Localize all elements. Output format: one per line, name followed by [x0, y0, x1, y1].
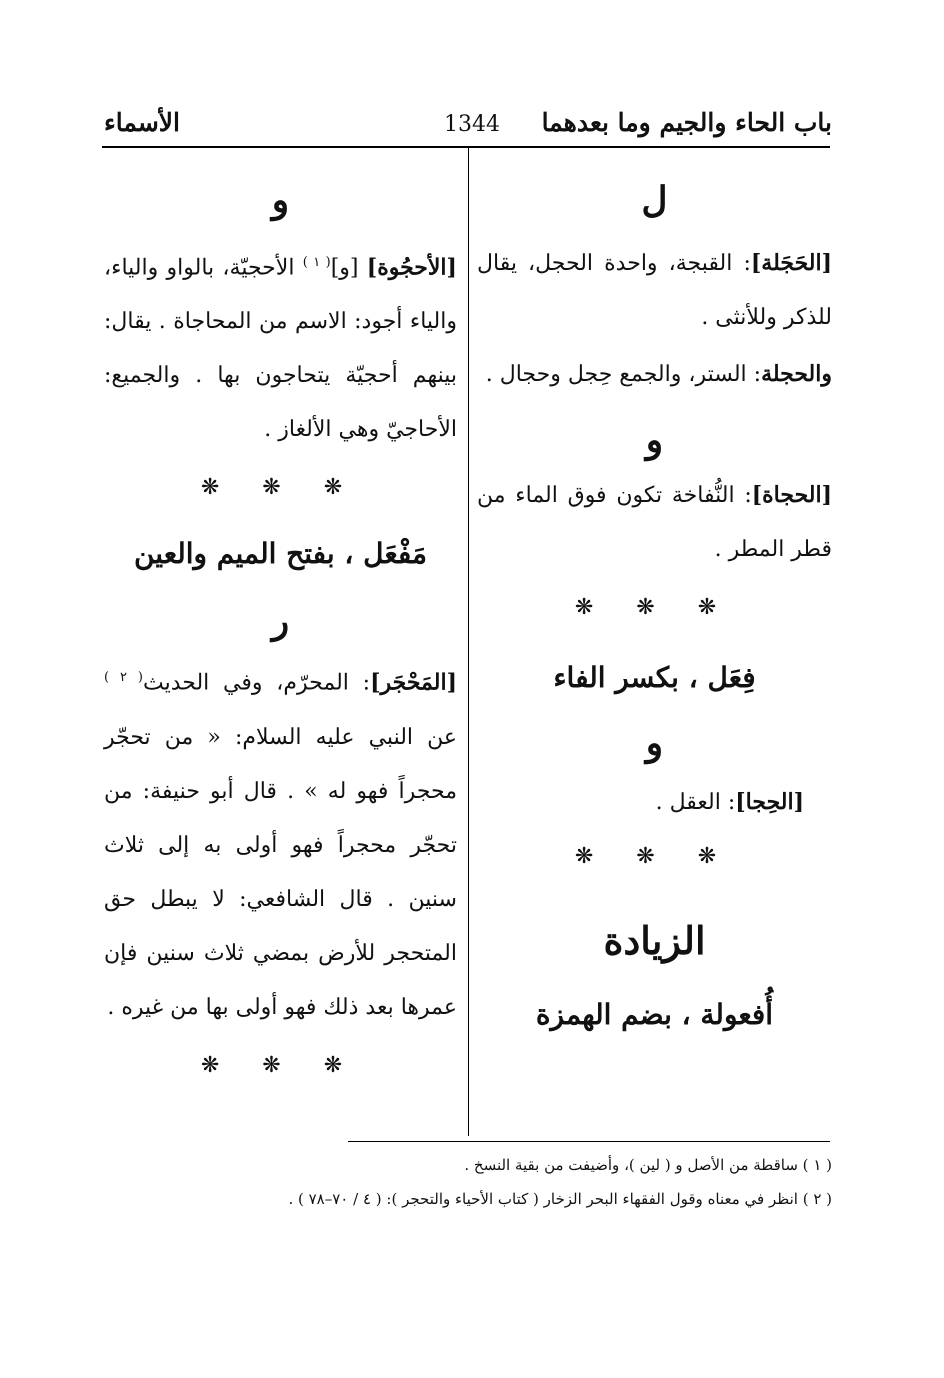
- letter-heading-waw-2: و: [645, 722, 664, 764]
- header-rule: [102, 146, 830, 148]
- definition-continued: عن النبي عليه السلام: « من تحجّر محجراً فهو له » . قال أبو حنيفة: من تحجّر محجراً فهو أولى به إلى ثلاث سنين . قال الشافعي: لا يبطل حق المتحجر للأرض بمضي ثلاث سنين فإن عمرها بعد ذلك فهو أولى بها من غيره .: [104, 724, 457, 1020]
- definition: : العقل .: [655, 790, 736, 815]
- footnote-ref[interactable]: ( ٢ ): [104, 670, 143, 686]
- headword: [الحِجا]: [735, 789, 804, 815]
- entry-hajala: [477, 236, 832, 345]
- letter-heading-ra: ر: [271, 600, 290, 643]
- headword: [الأحجُوة]: [366, 254, 457, 281]
- definition: الأحجيّة، بالواو والياء، والياء أجود: الاسم من المحاجاة . يقال: بينهم أحجيّة يتحاجون بها . والجميع: الأحاجيّ وهي الألغاز .: [104, 255, 457, 443]
- entry-hajah: [477, 468, 832, 577]
- pattern-heading-mafal: مَفْعَل ، بفتح الميم والعين: [133, 537, 428, 571]
- pattern-heading-fil: فِعَل ، بكسر الفاء: [553, 661, 756, 694]
- section-separator-2: ❋ ❋ ❋: [200, 1052, 361, 1078]
- section-separator: ❋ ❋ ❋: [574, 595, 735, 620]
- footnote-rule: [348, 1141, 830, 1142]
- right-column: [477, 180, 832, 1031]
- headword: والحجلة: [761, 361, 832, 387]
- section-separator: ❋ ❋ ❋: [200, 475, 361, 501]
- entry-mahjar: [104, 651, 457, 1034]
- letter-heading-waw: و: [271, 179, 290, 221]
- entry-uhjuwa: [104, 236, 457, 457]
- letter-heading-lam: ل: [641, 179, 668, 221]
- page-number: 1344: [444, 112, 500, 137]
- left-column: [104, 180, 457, 1078]
- headword: [الحجاة]: [751, 482, 832, 508]
- entry-hajala-2: [477, 347, 832, 402]
- running-section-title: باب الحاء والجيم وما بعدهما: [541, 108, 832, 137]
- headword: [المَحْجَر]: [370, 669, 457, 696]
- ziyada-heading: الزيادة: [603, 918, 706, 963]
- footnote-ref[interactable]: ( ١ ): [302, 255, 331, 270]
- running-category-title: الأسماء: [104, 108, 180, 137]
- definition: : المحرّم، وفي الحديث: [142, 670, 371, 696]
- letter-heading-waw: و: [645, 419, 664, 461]
- definition: : القبجة، واحدة الحجل، يقال للذكر وللأنثى .: [477, 251, 832, 330]
- definition: : النُّفاخة تكون فوق الماء من قطر المطر .: [477, 483, 832, 562]
- definition: : الستر، والجمع حِجل وحجال .: [485, 362, 762, 387]
- footnote-2: ( ٢ ) انظر في معناه وقول الفقهاء البحر الزخار ( كتاب الأحياء والتحجر ): ( ٤ / ٧٠–٧٨ ) .: [288, 1190, 832, 1208]
- column-divider: [468, 148, 469, 1136]
- entry-tag: [و]: [330, 255, 367, 281]
- pattern-heading-ufula: أُفعولة ، بضم الهمزة: [535, 998, 774, 1031]
- entry-hija: [477, 775, 832, 830]
- section-separator-2: ❋ ❋ ❋: [574, 844, 735, 869]
- footnote-1: ( ١ ) ساقطة من الأصل و ( لين )، وأضيفت من بقية النسخ .: [464, 1156, 832, 1174]
- headword: [الحَجَلة]: [750, 250, 832, 276]
